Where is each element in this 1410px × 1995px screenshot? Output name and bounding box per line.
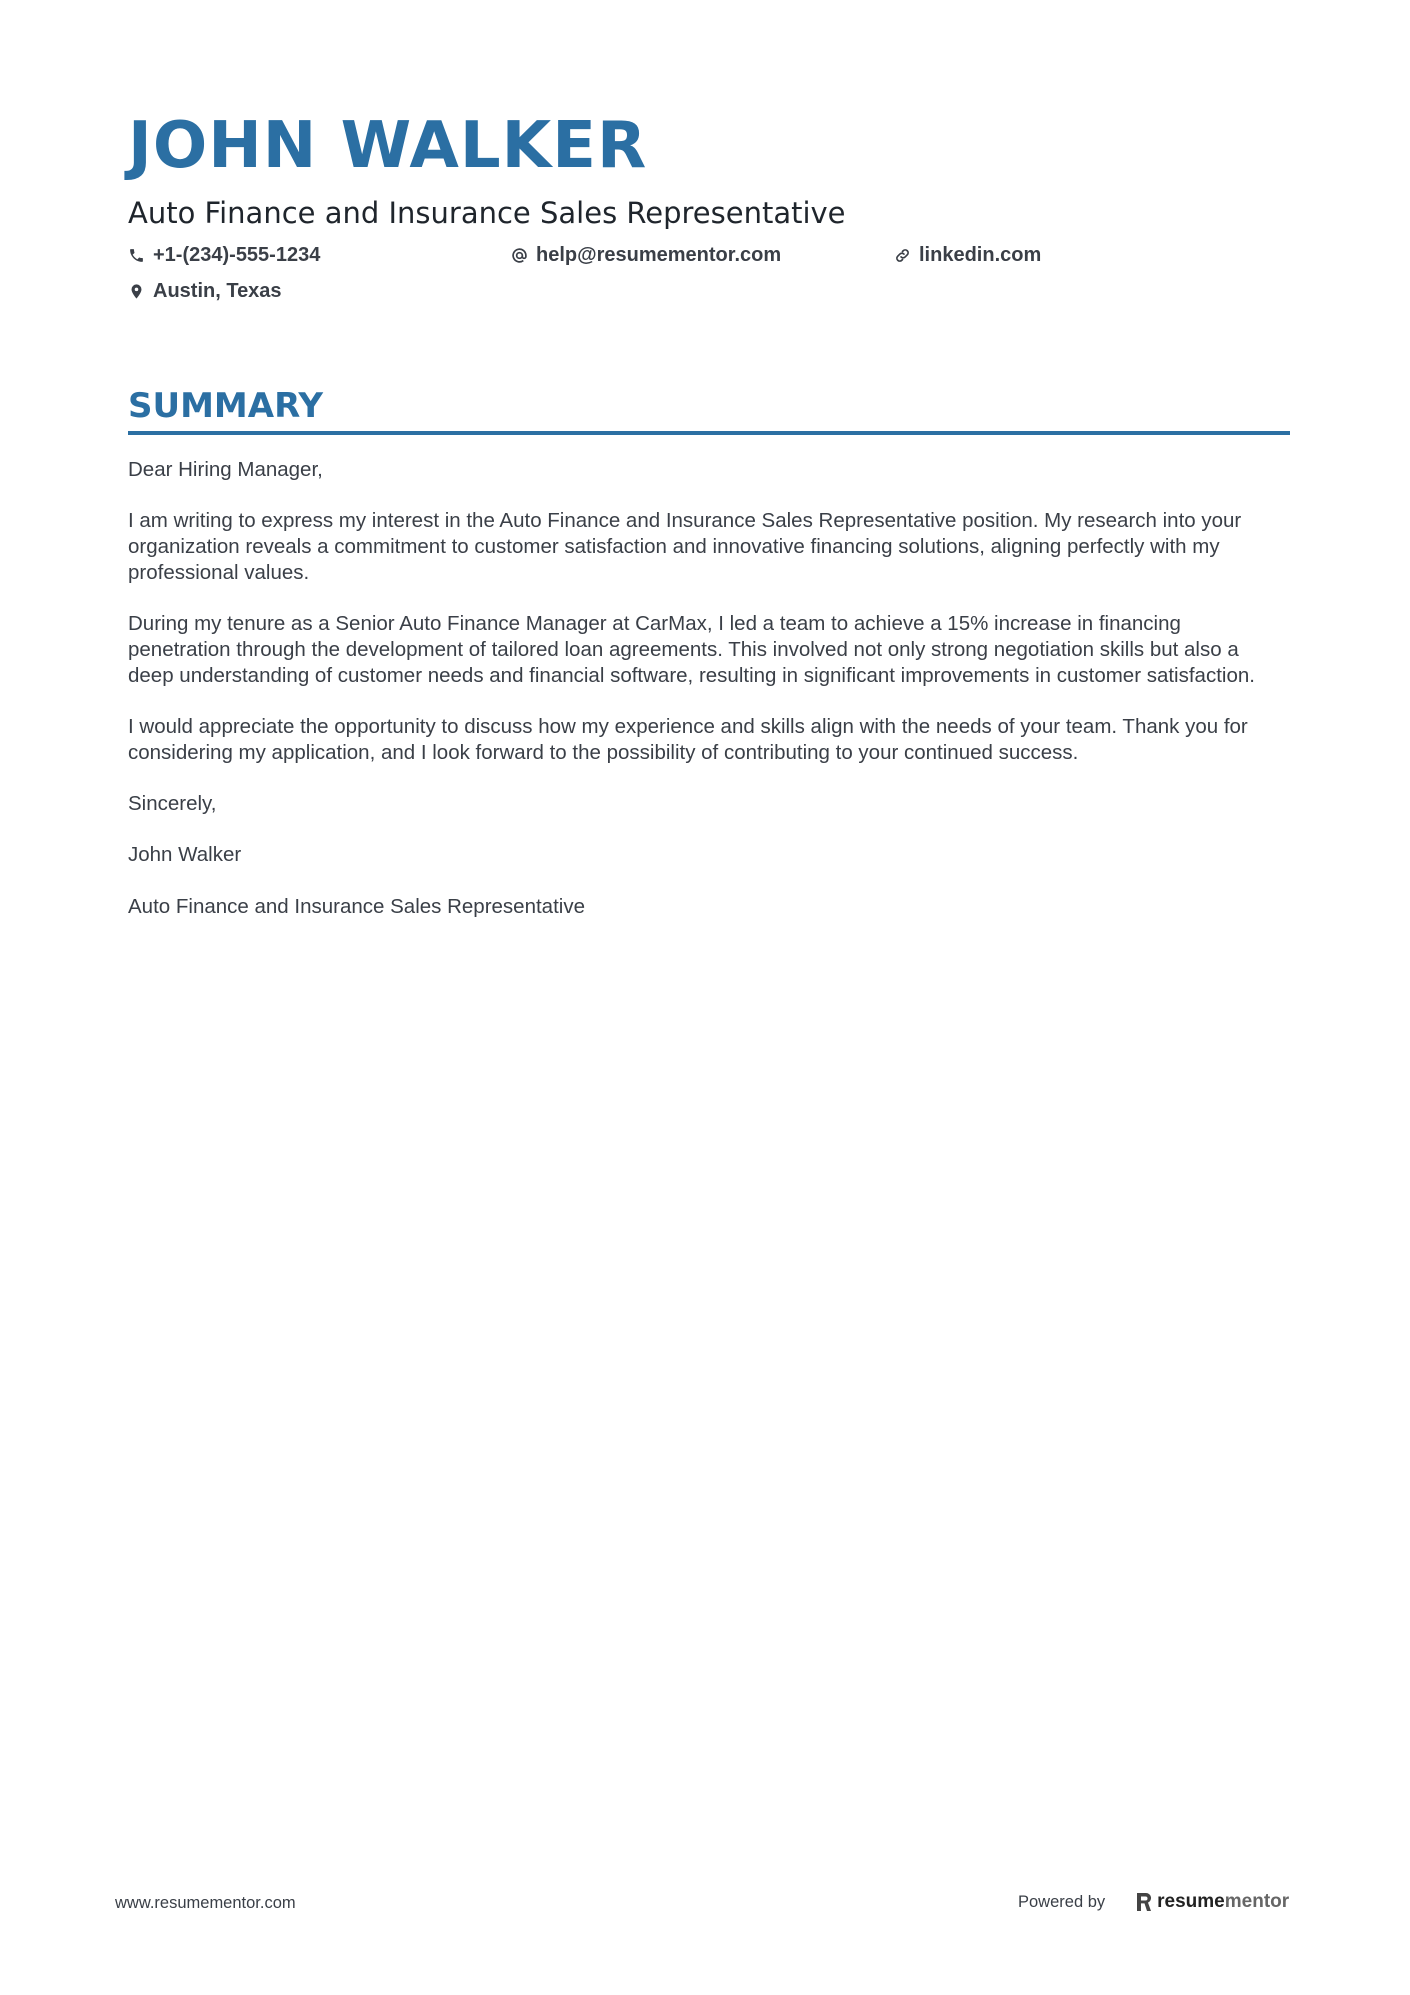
letter-paragraph: I would appreciate the opportunity to discuss how my experience and skills align with the needs of your team. Thank you for considering my application, and I look forward to the possibility of contributing to your continued success. [128, 714, 1248, 764]
footer-branding [1018, 1891, 1289, 1913]
section-divider [128, 431, 1290, 435]
at-icon [511, 247, 528, 264]
letter-paragraph: During my tenure as a Senior Auto Finance Manager at CarMax, I led a team to achieve a 15% increase in financing penetration through the development of tailored loan agreements. This involved not only strong negotiation skills but also a deep understanding of customer needs and financial software, resulting in significant improvements in customer satisfaction. [128, 612, 1255, 687]
contact-phone [128, 242, 320, 268]
summary-section [128, 385, 1290, 945]
signature-name: John Walker [128, 843, 242, 867]
letter-paragraph: I am writing to express my interest in the Auto Finance and Insurance Sales Representative position. My research into your organization reveals a commitment to customer satisfaction and innovative financing solutions, aligning perfectly with my professional values. [128, 509, 1242, 584]
letter-body [128, 457, 1278, 920]
brand-name-first: resume [1157, 1891, 1225, 1912]
contact-location [128, 278, 282, 304]
link-text[interactable]: linkedin.com [919, 244, 1042, 266]
closing: Sincerely, [128, 792, 217, 816]
brand-name-second: mentor [1224, 1891, 1290, 1912]
section-heading: SUMMARY [128, 386, 324, 426]
header [128, 108, 1288, 312]
location-pin-icon [128, 283, 145, 300]
brand-logo[interactable] [1135, 1891, 1289, 1913]
candidate-name: JOHN WALKER [128, 109, 648, 183]
link-icon [894, 247, 911, 264]
candidate-title: Auto Finance and Insurance Sales Representative [128, 196, 846, 230]
phone-icon [128, 247, 145, 264]
footer-website[interactable]: www.resumementor.com [115, 1894, 296, 1912]
contact-email[interactable] [511, 242, 781, 268]
powered-by-label: Powered by [1018, 1892, 1106, 1911]
location-text: Austin, Texas [153, 280, 282, 302]
salutation: Dear Hiring Manager, [128, 458, 323, 481]
resumementor-logo-icon [1135, 1892, 1153, 1912]
phone-text: +1-(234)-555-1234 [153, 244, 321, 266]
contact-link[interactable] [894, 242, 1041, 268]
email-text[interactable]: help@resumementor.com [536, 244, 782, 266]
contact-list [128, 242, 1288, 312]
signature-title: Auto Finance and Insurance Sales Representative [128, 894, 585, 918]
